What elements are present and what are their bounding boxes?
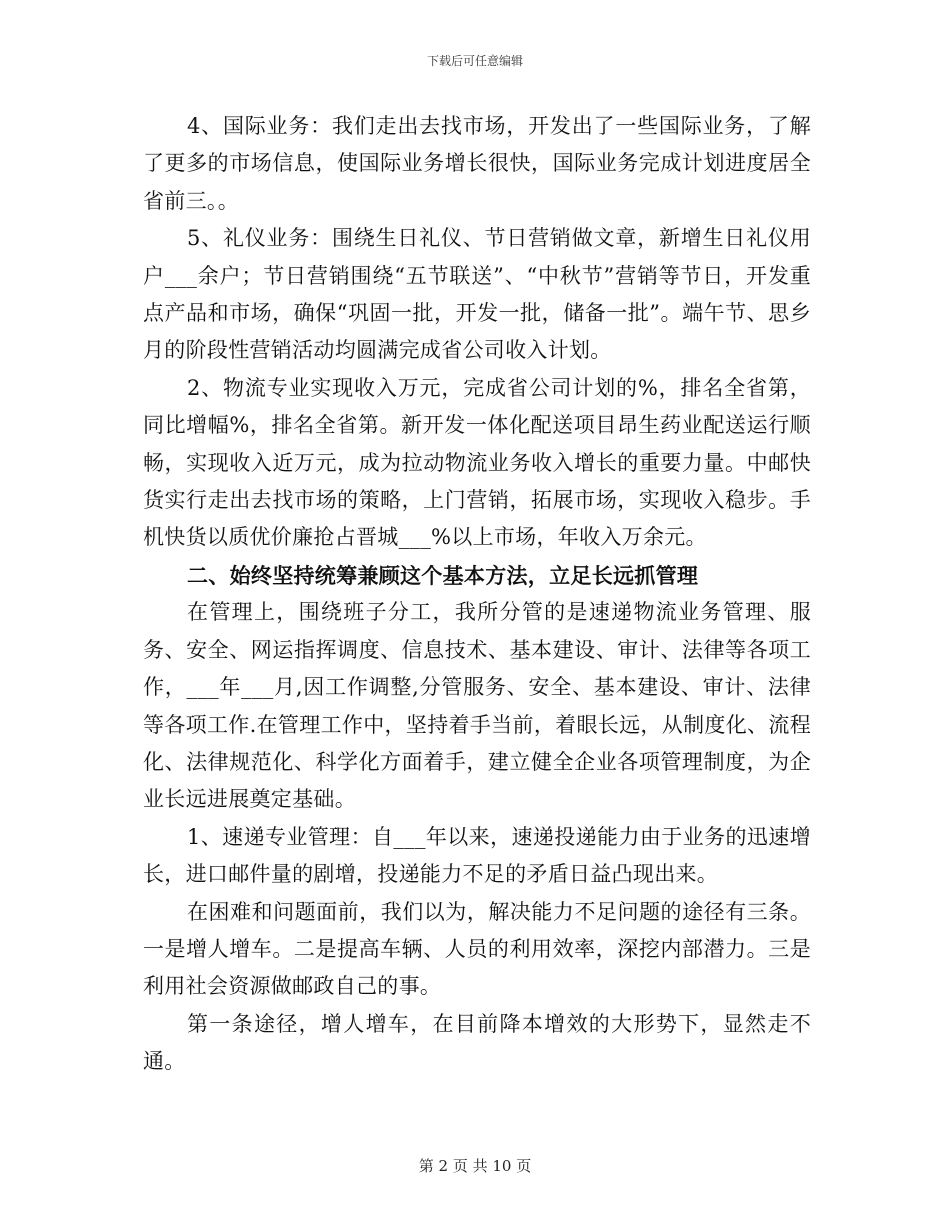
paragraph-gift-business: 5、礼仪业务：围绕生日礼仪、节日营销做文章，新增生日礼仪用户___余户；节日营销围绕“五节联送”、“中秋节”营销等节日，开发重点产品和市场，确保“巩固一批，开发一批，储备一批”。端午节、思乡月的阶段性营销活动均圆满完成省公司收入计划。: [143, 226, 811, 363]
paragraph-first-approach: 第一条途径，增人增车，在目前降本增效的大形势下，显然走不通。: [143, 1011, 811, 1074]
section-heading-management: 二、始终坚持统筹兼顾这个基本方法，立足长远抓管理: [187, 562, 699, 588]
page-header: 下载后可任意编辑: [426, 54, 523, 68]
paragraph-international-business: 4、国际业务：我们走出去找市场，开发出了一些国际业务，了解了更多的市场信息，使国际业务增长很快，国际业务完成计划进度居全省前三。。: [143, 114, 811, 213]
paragraph-logistics: 2、物流专业实现收入万元，完成省公司计划的%，排名全省第，同比增幅%，排名全省第。新开发一体化配送项目昂生药业配送运行顺畅，实现收入近万元，成为拉动物流业务收入增长的重要力量。中邮快货实行走出去找市场的策略，上门营销，拓展市场，实现收入稳步。手机快货以质优价廉抢占晋城___%以上市场，年收入万余元。: [143, 375, 811, 550]
paragraph-solutions: 在困难和问题面前，我们以为，解决能力不足问题的途径有三条。一是增人增车。二是提高车辆、人员的利用效率，深挖内部潜力。三是利用社会资源做邮政自己的事。: [143, 899, 811, 999]
paragraph-management: 在管理上，围绕班子分工，我所分管的是速递物流业务管理、服务、安全、网运指挥调度、信息技术、基本建设、审计、法律等各项工作，___年___月,因工作调整,分管服务、安全、基本建设、审计、法律等各项工作.在管理工作中，坚持着手当前，着眼长远，从制度化、流程化、法律规范化、科学化方面着手，建立健全企业各项管理制度，为企业长远进展奠定基础。: [143, 600, 811, 812]
page-footer: 第 2 页 共 10 页: [418, 1157, 532, 1175]
paragraph-express-management: 1、速递专业管理：自___年以来，速递投递能力由于业务的迅速增长，进口邮件量的剧增，投递能力不足的矛盾日益凸现出来。: [143, 824, 811, 887]
document-body: [143, 108, 811, 1081]
